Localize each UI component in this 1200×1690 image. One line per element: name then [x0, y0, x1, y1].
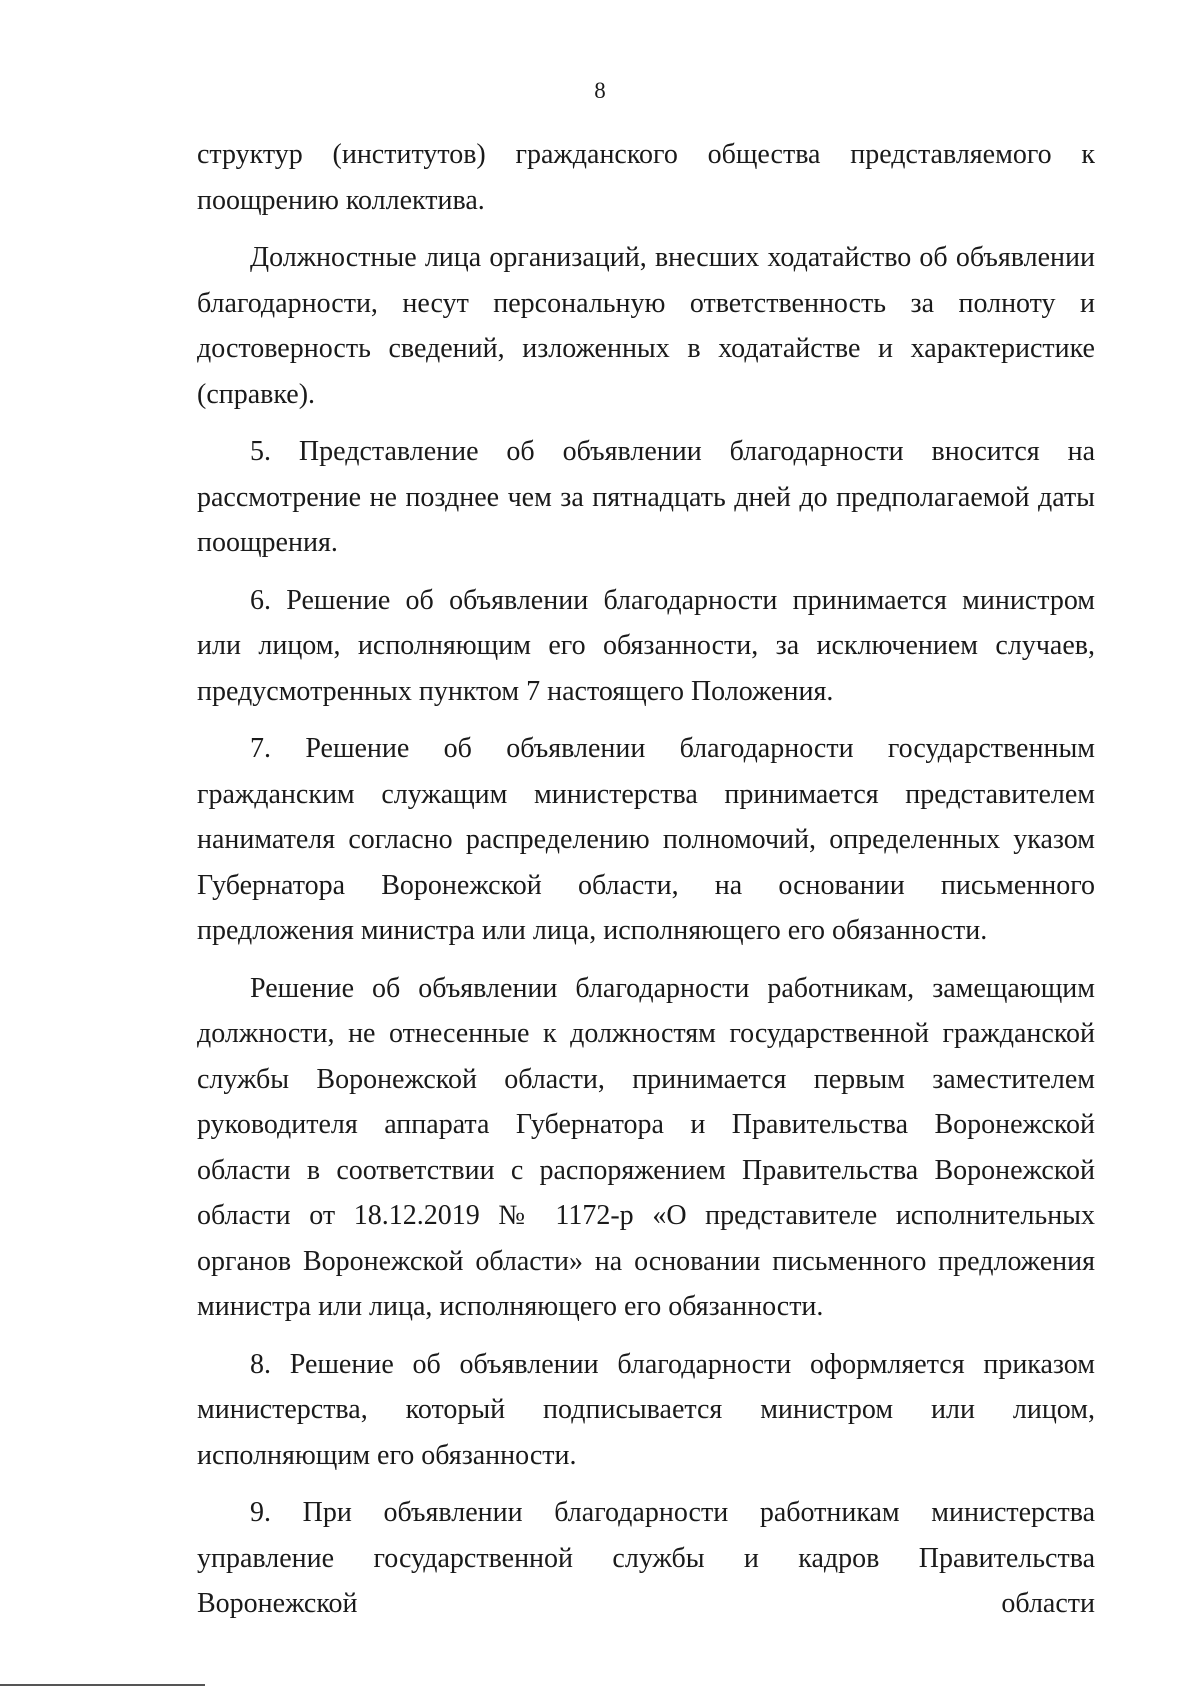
paragraph-item-8: 8. Решение об объявлении благодарности оформляется приказом министерства, который подписывается министром или лицом, исполняющим его обязанности. [197, 1348, 1095, 1471]
paragraph-item-5: 5. Представление об объявлении благодарности вносится на рассмотрение не позднее чем за пятнадцать дней до предполагаемой даты поощрения. [197, 436, 1095, 558]
paragraph-officials-responsibility: Должностные лица организаций, внесших ходатайство об объявлении благодарности, несут персональную ответственность за полноту и достоверность сведений, изложенных в ходатайстве и характеристике (справке). [197, 242, 1095, 410]
document-body [197, 132, 1095, 1639]
paragraph-item-7-workers: Решение об объявлении благодарности работникам, замещающим должности, не отнесенные к должностям государственной гражданской службы Воронежской области, принимается первым заместителем руководителя аппарата Губернатора и Правительства Воронежской области в соответствии с распоряжением Правительства Воронежской области от 18.12.2019 № 1172-р «О представителе исполнительных органов Воронежской области» на основании письменного предложения министра или лица, исполняющего его обязанности. [197, 972, 1095, 1322]
paragraph-item-6: 6. Решение об объявлении благодарности принимается министром или лицом, исполняющим его обязанности, за исключением случаев, предусмотренных пунктом 7 настоящего Положения. [197, 584, 1095, 707]
paragraph-item-9: 9. При объявлении благодарности работникам министерства управление государственной службы и кадров Правительства Воронежской области [197, 1497, 1095, 1619]
paragraph-item-7: 7. Решение об объявлении благодарности государственным гражданским служащим министерства принимается представителем нанимателя согласно распределению полномочий, определенных указом Губернатора Воронежской области, на основании письменного предложения министра или лица, исполняющего его обязанности. [197, 733, 1095, 946]
page-number: 8 [594, 78, 606, 103]
footer-divider [0, 1684, 205, 1686]
paragraph-continuation: структур (институтов) гражданского общества представляемого к поощрению коллектива. [197, 139, 1095, 216]
